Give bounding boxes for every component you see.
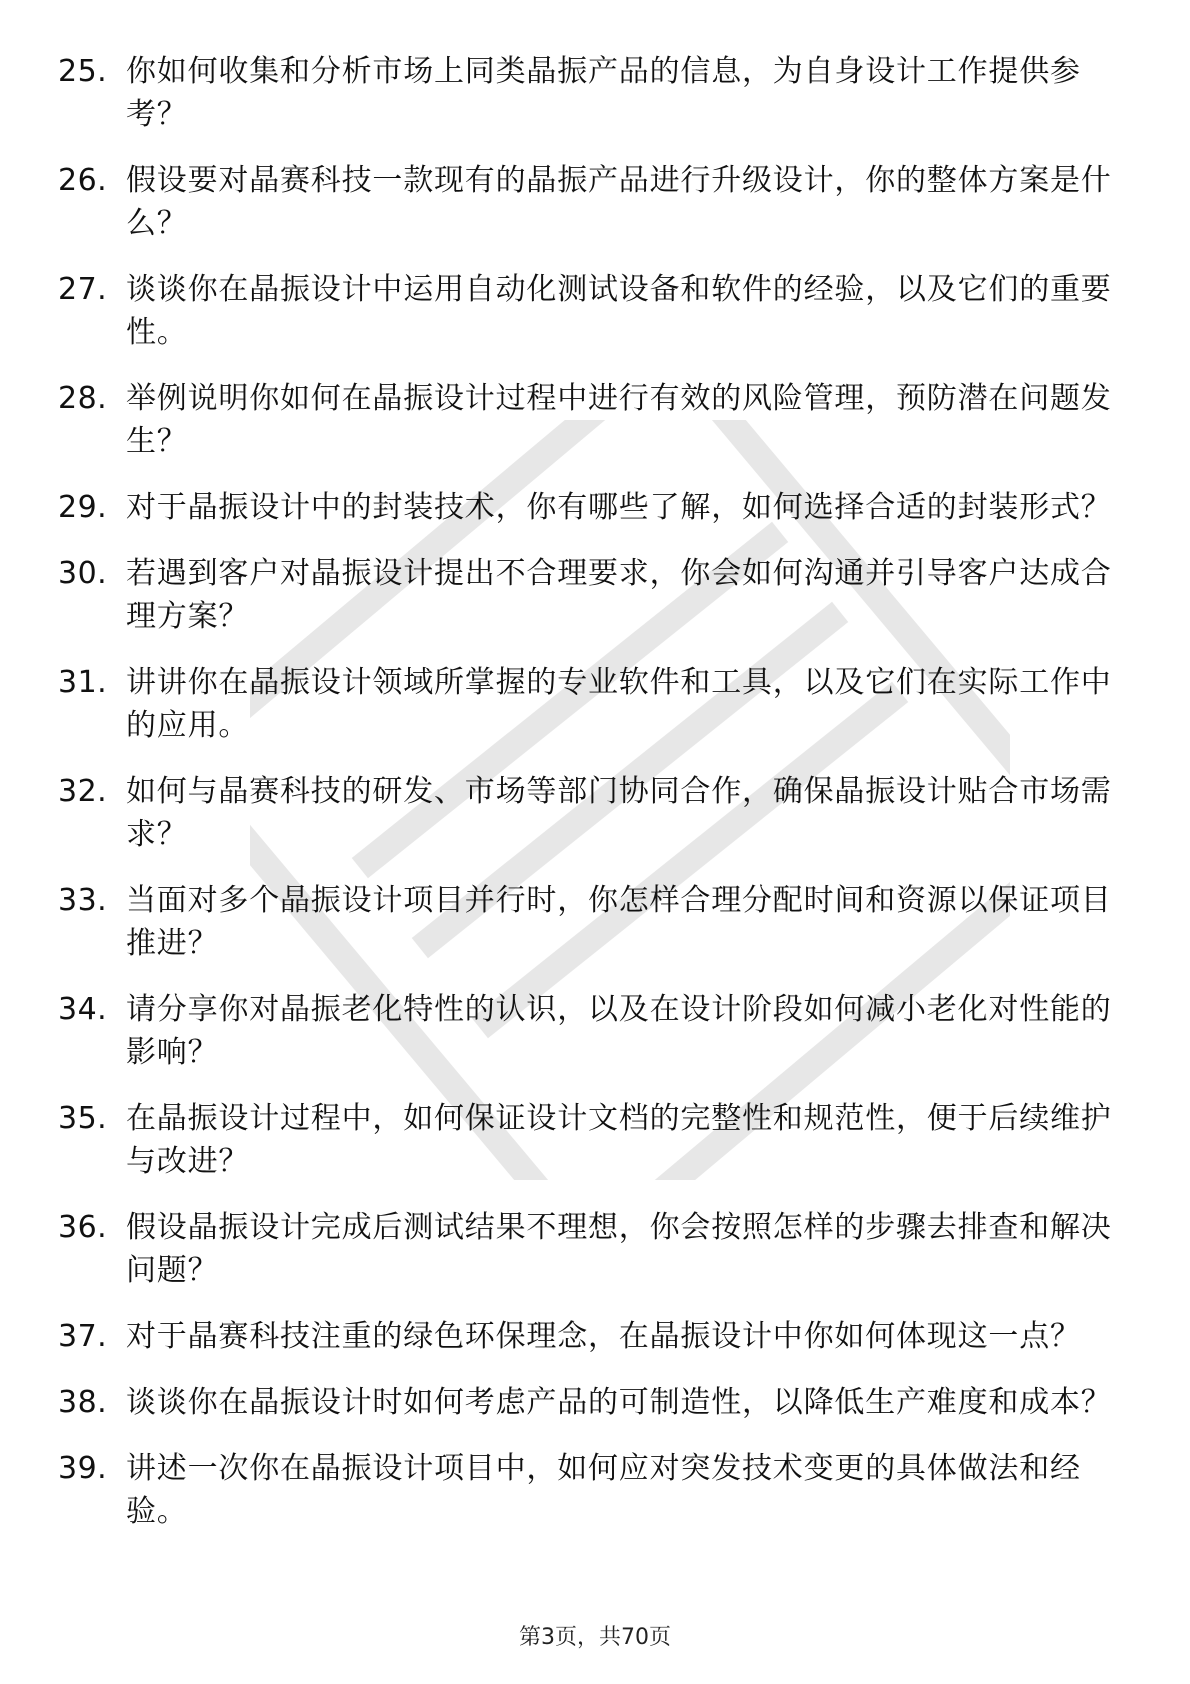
question-text: 你如何收集和分析市场上同类晶振产品的信息，为自身设计工作提供参考？ bbox=[126, 54, 1081, 132]
question-item bbox=[58, 377, 1118, 463]
question-item bbox=[58, 1381, 1118, 1424]
question-item bbox=[58, 159, 1118, 245]
question-item bbox=[58, 268, 1118, 354]
question-text: 讲讲你在晶振设计领域所掌握的专业软件和工具，以及它们在实际工作中的应用。 bbox=[126, 665, 1112, 743]
question-item bbox=[58, 1447, 1118, 1533]
question-number: 33. bbox=[58, 883, 108, 918]
question-item bbox=[58, 486, 1118, 529]
question-item bbox=[58, 770, 1118, 856]
question-item bbox=[58, 879, 1118, 965]
question-number: 32. bbox=[58, 774, 108, 809]
question-item bbox=[58, 988, 1118, 1074]
question-number: 37. bbox=[58, 1319, 108, 1354]
question-number: 36. bbox=[58, 1210, 108, 1245]
question-text: 举例说明你如何在晶振设计过程中进行有效的风险管理，预防潜在问题发生？ bbox=[126, 381, 1112, 459]
question-text: 假设要对晶赛科技一款现有的晶振产品进行升级设计，你的整体方案是什么？ bbox=[126, 163, 1112, 241]
question-text: 对于晶赛科技注重的绿色环保理念，在晶振设计中你如何体现这一点？ bbox=[126, 1319, 1081, 1354]
question-number: 30. bbox=[58, 556, 108, 591]
question-text: 请分享你对晶振老化特性的认识，以及在设计阶段如何减小老化对性能的影响？ bbox=[126, 992, 1112, 1070]
question-text: 对于晶振设计中的封装技术，你有哪些了解，如何选择合适的封装形式？ bbox=[126, 490, 1112, 525]
question-item bbox=[58, 50, 1118, 136]
question-text: 假设晶振设计完成后测试结果不理想，你会按照怎样的步骤去排查和解决问题？ bbox=[126, 1210, 1112, 1288]
question-number: 31. bbox=[58, 665, 108, 700]
question-text: 讲述一次你在晶振设计项目中，如何应对突发技术变更的具体做法和经验。 bbox=[126, 1451, 1081, 1529]
question-number: 38. bbox=[58, 1385, 108, 1420]
question-number: 28. bbox=[58, 381, 108, 416]
question-item bbox=[58, 1097, 1118, 1183]
question-item bbox=[58, 661, 1118, 747]
question-number: 35. bbox=[58, 1101, 108, 1136]
question-item bbox=[58, 1206, 1118, 1292]
question-text: 当面对多个晶振设计项目并行时，你怎样合理分配时间和资源以保证项目推进？ bbox=[126, 883, 1112, 961]
question-text: 谈谈你在晶振设计中运用自动化测试设备和软件的经验，以及它们的重要性。 bbox=[126, 272, 1112, 350]
question-item bbox=[58, 1315, 1118, 1358]
question-text: 在晶振设计过程中，如何保证设计文档的完整性和规范性，便于后续维护与改进？ bbox=[126, 1101, 1112, 1179]
page-number-footer: 第3页，共70页 bbox=[519, 1625, 671, 1650]
question-text: 如何与晶赛科技的研发、市场等部门协同合作，确保晶振设计贴合市场需求？ bbox=[126, 774, 1112, 852]
question-number: 27. bbox=[58, 272, 108, 307]
question-number: 26. bbox=[58, 163, 108, 198]
question-list bbox=[58, 50, 1118, 1556]
question-text: 谈谈你在晶振设计时如何考虑产品的可制造性，以降低生产难度和成本？ bbox=[126, 1385, 1112, 1420]
question-item bbox=[58, 552, 1118, 638]
question-number: 39. bbox=[58, 1451, 108, 1486]
question-text: 若遇到客户对晶振设计提出不合理要求，你会如何沟通并引导客户达成合理方案？ bbox=[126, 556, 1112, 634]
question-number: 25. bbox=[58, 54, 108, 89]
question-number: 34. bbox=[58, 992, 108, 1027]
question-number: 29. bbox=[58, 490, 108, 525]
